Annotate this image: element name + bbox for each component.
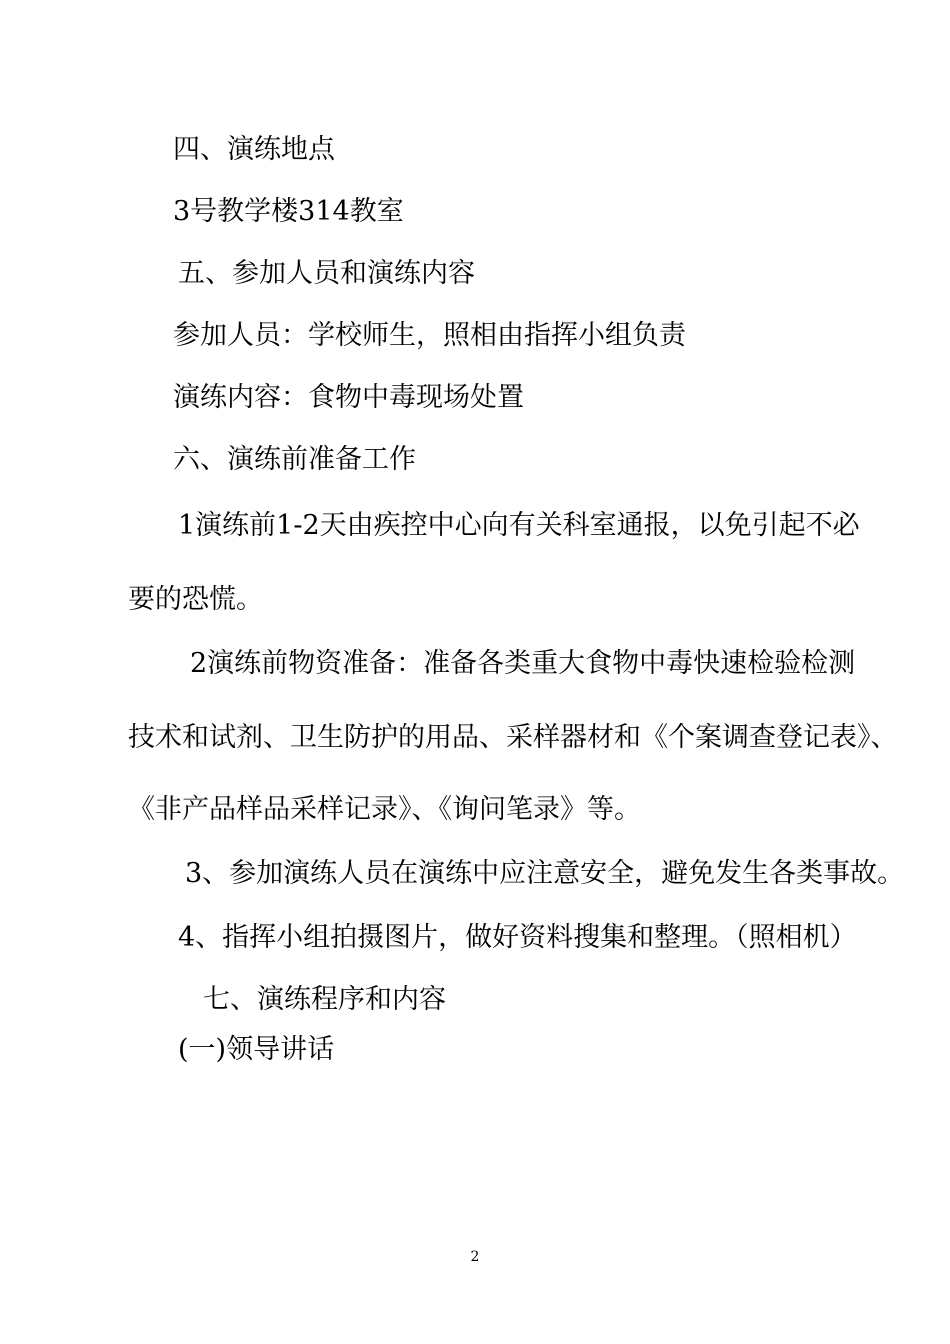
prep-item-1-line-2: 要的恐慌。 [128,584,263,615]
drill-content-text: 演练内容：食物中毒现场处置 [173,382,524,413]
participants-text: 参加人员：学校师生，照相由指挥小组负责 [173,320,686,351]
prep-item-1-line-1: 1演练前1-2天由疾控中心向有关科室通报，以免引起不必 [178,510,860,541]
prep-item-4: 4、指挥小组拍摄图片，做好资料搜集和整理。（照相机） [178,922,857,953]
prep-item-2-line-2: 技术和试剂、卫生防护的用品、采样器材和《个案调查登记表》、 [128,722,898,753]
heading-preparation: 六、演练前准备工作 [173,444,416,475]
heading-procedure: 七、演练程序和内容 [203,984,446,1015]
heading-participants-content: 五、参加人员和演练内容 [178,258,475,289]
location-text: 3号教学楼314教室 [173,196,404,227]
heading-location: 四、演练地点 [173,134,335,165]
page-number: 2 [470,1249,480,1265]
prep-item-2-line-1: 2演练前物资准备：准备各类重大食物中毒快速检验检测 [190,648,856,679]
prep-item-2-line-3: 《非产品样品采样记录》、《询问笔录》等。 [128,794,641,825]
prep-item-3: 3、参加演练人员在演练中应注意安全，避免发生各类事故。 [185,858,905,889]
procedure-item-1: (一)领导讲话 [178,1034,335,1065]
